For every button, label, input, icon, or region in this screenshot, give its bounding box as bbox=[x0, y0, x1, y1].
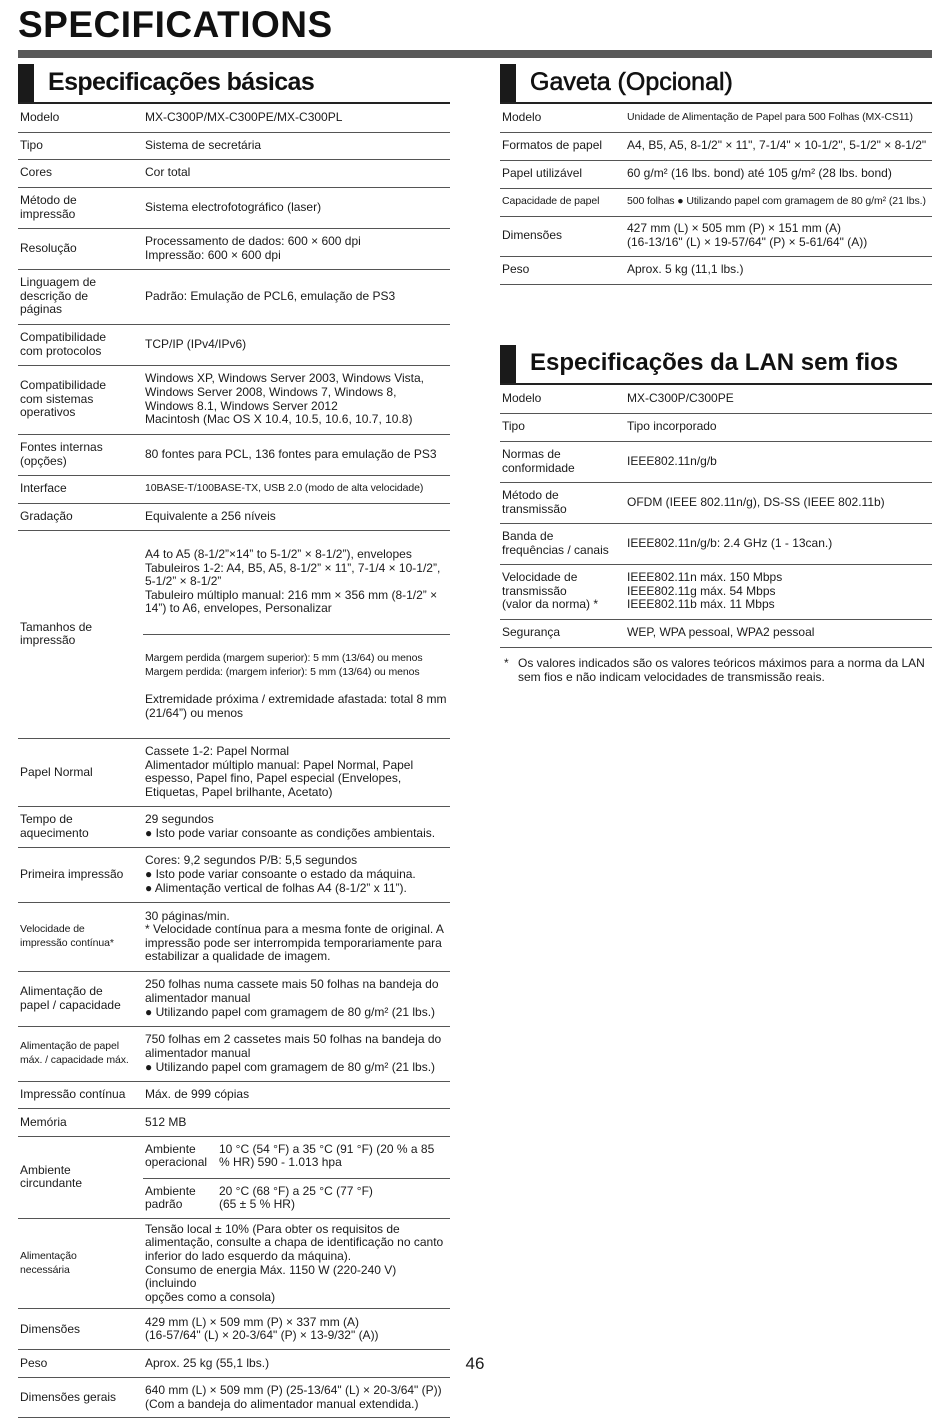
spec-label: Alimentação de papel / capacidade bbox=[18, 971, 143, 1026]
spec-label: Tipo bbox=[500, 413, 625, 441]
lan-footnote-text: Os valores indicados são os valores teóricos máximos para a norma da LAN sem fios e não indicam velocidades de transmissão reais. bbox=[518, 655, 925, 684]
table-row bbox=[18, 1218, 450, 1309]
spec-value: MX-C300P/C300PE bbox=[625, 385, 932, 413]
table-row bbox=[500, 216, 932, 256]
spec-label: Segurança bbox=[500, 619, 625, 647]
spec-label: Peso bbox=[500, 256, 625, 284]
print-sizes-edges: Extremidade próxima / extremidade afastada: total 8 mm (21/64”) ou menos bbox=[145, 692, 447, 720]
environment-subtable bbox=[145, 1143, 448, 1170]
spec-label: Capacidade de papel bbox=[500, 188, 625, 216]
spec-label: Normas de conformidade bbox=[500, 441, 625, 482]
environment-operational-label: Ambiente operacional bbox=[145, 1141, 208, 1170]
spec-label: Tamanhos de impressão bbox=[18, 530, 143, 738]
print-sizes-margins: Margem perdida (margem superior): 5 mm (13/64) ou menos Margem perdida: (margem inferior): 5 mm (13/64) ou menos bbox=[145, 652, 423, 678]
table-row bbox=[18, 1309, 450, 1350]
spec-label: Papel Normal bbox=[18, 738, 143, 806]
spec-value: 30 páginas/min. * Velocidade contínua para a mesma fonte de original. A impressão pode ser interrompida temporariamente para estabilizar a qualidade de imagem. bbox=[143, 902, 450, 971]
spec-value: Tipo incorporado bbox=[625, 413, 932, 441]
spec-value: Windows XP, Windows Server 2003, Windows Vista, Windows Server 2008, Windows 7, Windows 8, Windows 8.1, Windows Server 2012 Macintosh (Mac OS X 10.4, 10.5, 10.6, 10.7, 10.8) bbox=[143, 365, 450, 434]
table-row bbox=[18, 132, 450, 159]
lan-specs-table bbox=[500, 385, 932, 648]
table-row bbox=[500, 256, 932, 284]
table-row bbox=[500, 564, 932, 619]
spec-value: 640 mm (L) × 509 mm (P) (25-13/64" (L) × 20-3/64" (P)) (Com a bandeja do alimentador manual extendida.) bbox=[143, 1378, 450, 1418]
table-row bbox=[500, 482, 932, 523]
print-sizes-part1: A4 to A5 (8-1/2”×14” to 5-1/2” × 8-1/2”), envelopes Tabuleiros 1-2: A4, B5, A5, 8-1/2” × 11”, 7-1/4 × 10-1/2”, 5-1/2” × 8-1/2” Tabuleiro múltiplo manual: 216 mm × 356 mm (8-1/2” × 14”) to A6, envelopes, Personalizar bbox=[145, 547, 441, 616]
environment-standard-row bbox=[145, 1185, 448, 1212]
footnote-marker: * bbox=[504, 655, 509, 670]
spec-value: 427 mm (L) × 505 mm (P) × 151 mm (A) (16-13/16" (L) × 19-57/64" (P) × 5-61/64" (A)) bbox=[625, 216, 932, 256]
spec-value: 429 mm (L) × 509 mm (P) × 337 mm (A) (16-57/64" (L) × 20-3/64" (P) × 13-9/32" (A)) bbox=[143, 1309, 450, 1350]
table-row bbox=[18, 187, 450, 228]
spec-value: 512 MB bbox=[143, 1108, 450, 1136]
spec-label: Método de transmissão bbox=[500, 482, 625, 523]
spec-label: Banda de frequências / canais bbox=[500, 523, 625, 564]
drawer-heading-text: Gaveta (Opcional) bbox=[530, 68, 733, 96]
spec-value: 80 fontes para PCL, 136 fontes para emulação de PS3 bbox=[143, 434, 450, 475]
page-title: SPECIFICATIONS bbox=[18, 4, 333, 45]
basic-specs-table bbox=[18, 104, 450, 1418]
lan-footnote bbox=[500, 656, 932, 684]
spec-label: Ambiente circundante bbox=[18, 1136, 143, 1218]
environment-subtable bbox=[145, 1185, 448, 1212]
spec-value: Padrão: Emulação de PCL6, emulação de PS3 bbox=[143, 269, 450, 324]
table-row bbox=[18, 365, 450, 434]
spec-label: Resolução bbox=[18, 228, 143, 269]
spec-value: Cor total bbox=[143, 159, 450, 187]
table-row bbox=[500, 160, 932, 188]
table-row bbox=[18, 159, 450, 187]
table-row bbox=[500, 385, 932, 413]
table-row bbox=[18, 902, 450, 971]
spec-value: Processamento de dados: 600 × 600 dpi Impressão: 600 × 600 dpi bbox=[143, 228, 450, 269]
spec-label: Tempo de aquecimento bbox=[18, 806, 143, 847]
basic-specs-heading-text: Especificações básicas bbox=[48, 68, 315, 96]
spec-label: Velocidade de impressão contínua* bbox=[18, 902, 143, 971]
spec-label: Gradação bbox=[18, 503, 143, 530]
spec-label: Dimensões gerais bbox=[18, 1378, 143, 1418]
spec-label: Fontes internas (opções) bbox=[18, 434, 143, 475]
spec-label: Interface bbox=[18, 475, 143, 503]
spec-label: Primeira impressão bbox=[18, 847, 143, 902]
lan-section bbox=[500, 345, 932, 684]
spec-value: Unidade de Alimentação de Papel para 500 Folhas (MX-CS11) bbox=[625, 104, 932, 132]
spec-label: Alimentação de papel máx. / capacidade máx. bbox=[18, 1026, 143, 1081]
table-row bbox=[500, 619, 932, 647]
table-row bbox=[18, 1026, 450, 1081]
environment-operational-value: 10 °C (54 °F) a 35 °C (91 °F) (20 % a 85 % HR) 590 - 1.013 hpa bbox=[219, 1141, 435, 1170]
table-row bbox=[500, 413, 932, 441]
spec-label: Memória bbox=[18, 1108, 143, 1136]
table-row bbox=[18, 1136, 450, 1218]
spec-value: IEEE802.11n/g/b bbox=[625, 441, 932, 482]
spec-value: Sistema electrofotográfico (laser) bbox=[143, 187, 450, 228]
spec-label: Modelo bbox=[500, 385, 625, 413]
table-row bbox=[500, 441, 932, 482]
spec-value: Aprox. 5 kg (11,1 lbs.) bbox=[625, 256, 932, 284]
page-number: 46 bbox=[465, 1354, 485, 1373]
spec-label: Dimensões bbox=[500, 216, 625, 256]
table-row bbox=[18, 738, 450, 806]
spec-value: A4, B5, A5, 8-1/2" × 11", 7-1/4" × 10-1/2", 5-1/2" × 8-1/2" bbox=[625, 132, 932, 160]
table-row bbox=[500, 104, 932, 132]
spec-label: Peso bbox=[18, 1350, 143, 1378]
spec-value: Equivalente a 256 níveis bbox=[143, 503, 450, 530]
spec-label: Compatibilidade com sistemas operativos bbox=[18, 365, 143, 434]
spec-label: Papel utilizável bbox=[500, 160, 625, 188]
table-row bbox=[500, 188, 932, 216]
spec-label: Cores bbox=[18, 159, 143, 187]
basic-specs-section bbox=[18, 64, 450, 1418]
spec-value: 500 folhas ● Utilizando papel com gramagem de 80 g/m² (21 lbs.) bbox=[625, 188, 932, 216]
environment-standard-value: 20 °C (68 °F) a 25 °C (77 °F) (65 ± 5 % HR) bbox=[219, 1183, 373, 1212]
title-rule bbox=[18, 50, 932, 58]
lan-heading-text: Especificações da LAN sem fios bbox=[530, 349, 899, 376]
spec-label: Alimentação necessária bbox=[18, 1218, 143, 1309]
spec-label: Método de impressão bbox=[18, 187, 143, 228]
spec-label: Linguagem de descrição de páginas bbox=[18, 269, 143, 324]
table-row bbox=[18, 971, 450, 1026]
spec-value: TCP/IP (IPv4/IPv6) bbox=[143, 324, 450, 365]
spec-value: Cassete 1-2: Papel Normal Alimentador múltiplo manual: Papel Normal, Papel espesso, Papel fino, Papel especial (Envelopes, Etiquetas, Papel brilhante, Acetato) bbox=[143, 738, 450, 806]
inner-divider bbox=[143, 1178, 450, 1179]
spec-label: Velocidade de transmissão (valor da norma) * bbox=[500, 564, 625, 619]
spec-label: Dimensões bbox=[18, 1309, 143, 1350]
table-row bbox=[500, 523, 932, 564]
table-row bbox=[18, 104, 450, 132]
table-row bbox=[18, 1378, 450, 1418]
spec-label: Formatos de papel bbox=[500, 132, 625, 160]
table-row bbox=[18, 503, 450, 530]
table-row bbox=[500, 132, 932, 160]
spec-value: Máx. de 999 cópias bbox=[143, 1081, 450, 1108]
heading-bar bbox=[500, 64, 516, 102]
heading-bar bbox=[18, 64, 34, 102]
basic-specs-heading bbox=[18, 64, 450, 104]
table-row bbox=[18, 324, 450, 365]
spec-value: IEEE802.11n máx. 150 Mbps IEEE802.11g máx. 54 Mbps IEEE802.11b máx. 11 Mbps bbox=[625, 564, 932, 619]
spec-value: 750 folhas em 2 cassetes mais 50 folhas na bandeja do alimentador manual ● Utilizando papel com gramagem de 80 g/m² (21 lbs.) bbox=[143, 1026, 450, 1081]
spec-label: Modelo bbox=[18, 104, 143, 132]
table-row bbox=[18, 1108, 450, 1136]
spec-value: OFDM (IEEE 802.11n/g), DS-SS (IEEE 802.11b) bbox=[625, 482, 932, 523]
environment-standard-label: Ambiente padrão bbox=[145, 1183, 196, 1212]
spec-value: IEEE802.11n/g/b: 2.4 GHz (1 - 13can.) bbox=[625, 523, 932, 564]
spec-value: 60 g/m² (16 lbs. bond) até 105 g/m² (28 lbs. bond) bbox=[625, 160, 932, 188]
drawer-section bbox=[500, 64, 932, 285]
table-row bbox=[18, 530, 450, 738]
table-row bbox=[18, 269, 450, 324]
spec-value: Aprox. 25 kg (55,1 lbs.) bbox=[143, 1350, 450, 1378]
table-row bbox=[18, 806, 450, 847]
environment-operational-row bbox=[145, 1143, 448, 1170]
table-row bbox=[18, 434, 450, 475]
spec-value: 10BASE-T/100BASE-TX, USB 2.0 (modo de alta velocidade) bbox=[143, 475, 450, 503]
spec-label: Modelo bbox=[500, 104, 625, 132]
spec-value: 29 segundos ● Isto pode variar consoante as condições ambientais. bbox=[143, 806, 450, 847]
spec-value: WEP, WPA pessoal, WPA2 pessoal bbox=[625, 619, 932, 647]
environment-value bbox=[143, 1136, 450, 1218]
spec-value: Tensão local ± 10% (Para obter os requisitos de alimentação, consulte a chapa de identificação no canto inferior do lado esquerdo da máquina). Consumo de energia Máx. 1150 W (220-240 V) (incluindo opções como a consola) bbox=[143, 1218, 450, 1309]
lan-heading bbox=[500, 345, 932, 385]
heading-bar bbox=[500, 345, 516, 383]
print-sizes-value bbox=[143, 530, 450, 738]
table-row bbox=[18, 228, 450, 269]
spec-value: MX-C300P/MX-C300PE/MX-C300PL bbox=[143, 104, 450, 132]
inner-divider bbox=[143, 634, 450, 635]
table-row bbox=[18, 1081, 450, 1108]
drawer-specs-table bbox=[500, 104, 932, 285]
spec-label: Compatibilidade com protocolos bbox=[18, 324, 143, 365]
drawer-heading bbox=[500, 64, 932, 104]
spec-value: 250 folhas numa cassete mais 50 folhas na bandeja do alimentador manual ● Utilizando papel com gramagem de 80 g/m² (21 lbs.) bbox=[143, 971, 450, 1026]
spec-value: Cores: 9,2 segundos P/B: 5,5 segundos ● Isto pode variar consoante o estado da máquina. ● Alimentação vertical de folhas A4 (8-1/2” x 11”). bbox=[143, 847, 450, 902]
table-row bbox=[18, 475, 450, 503]
spec-label: Tipo bbox=[18, 132, 143, 159]
table-row bbox=[18, 847, 450, 902]
spec-value: Sistema de secretária bbox=[143, 132, 450, 159]
spec-label: Impressão contínua bbox=[18, 1081, 143, 1108]
